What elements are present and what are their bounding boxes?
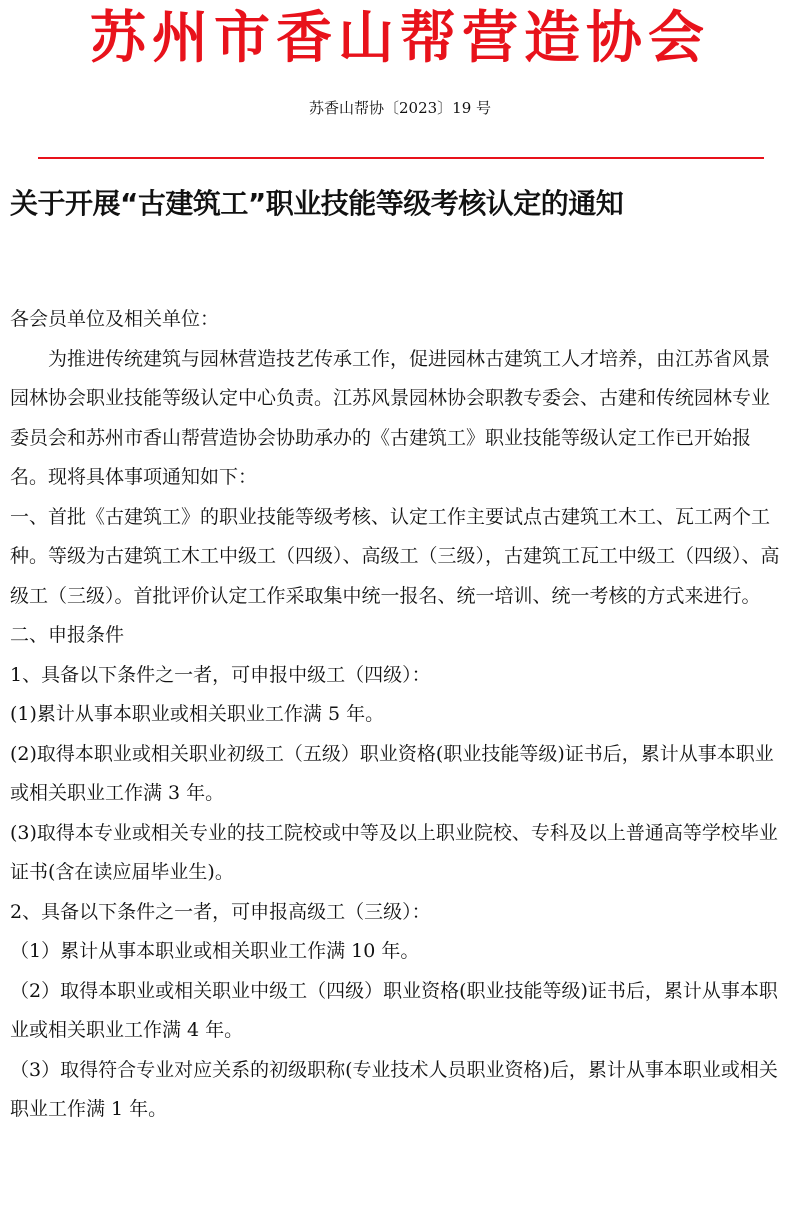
- intro-paragraph: 为推进传统建筑与园林营造技艺传承工作，促进园林古建筑工人才培养，由江苏省风景园林协会职业技能等级认定中心负责。江苏风景园林协会职教专委会、古建和传统园林专业委员会和苏州市香山帮营造协会协助承办的《古建筑工》职业技能等级认定工作已开始报名。现将具体事项通知如下：: [10, 347, 771, 488]
- intermediate-condition-item: (3)取得本专业或相关专业的技工院校或中等及以上职业院校、专科及以上普通高等学校毕业证书(含在读应届毕业生)。: [10, 821, 778, 883]
- document-body: [10, 300, 780, 1130]
- intermediate-condition-item: (2)取得本职业或相关职业初级工（五级）职业资格(职业技能等级)证书后，累计从事本职业或相关职业工作满 3 年。: [10, 742, 774, 804]
- salutation: 各会员单位及相关单位：: [10, 308, 220, 330]
- notice-title: 关于开展“古建筑工”职业技能等级考核认定的通知: [10, 187, 624, 220]
- intermediate-condition-item: (1)累计从事本职业或相关职业工作满 5 年。: [10, 703, 385, 725]
- section-two-heading: 二、申报条件: [10, 624, 125, 646]
- document-number: 苏香山帮协〔2023〕19 号: [308, 99, 492, 117]
- advanced-condition-item: （2）取得本职业或相关职业中级工（四级）职业资格(职业技能等级)证书后，累计从事本职业或相关职业工作满 4 年。: [10, 979, 778, 1041]
- red-divider-line: [38, 157, 764, 159]
- advanced-conditions-heading: 2、具备以下条件之一者，可申报高级工（三级）：: [10, 900, 431, 923]
- intermediate-conditions-heading: 1、具备以下条件之一者，可申报中级工（四级）：: [10, 663, 431, 686]
- organization-title: 苏州市香山帮营造协会: [90, 6, 710, 71]
- advanced-condition-item: （1）累计从事本职业或相关职业工作满 10 年。: [10, 940, 420, 962]
- section-one-paragraph: 一、首批《古建筑工》的职业技能等级考核、认定工作主要试点古建筑工木工、瓦工两个工种。等级为古建筑工木工中级工（四级）、高级工（三级），古建筑工瓦工中级工（四级）、高级工（三级）。首批评价认定工作采取集中统一报名、统一培训、统一考核的方式来进行。: [10, 505, 780, 607]
- advanced-condition-item: （3）取得符合专业对应关系的初级职称(专业技术人员职业资格)后，累计从事本职业或相关职业工作满 1 年。: [10, 1058, 778, 1120]
